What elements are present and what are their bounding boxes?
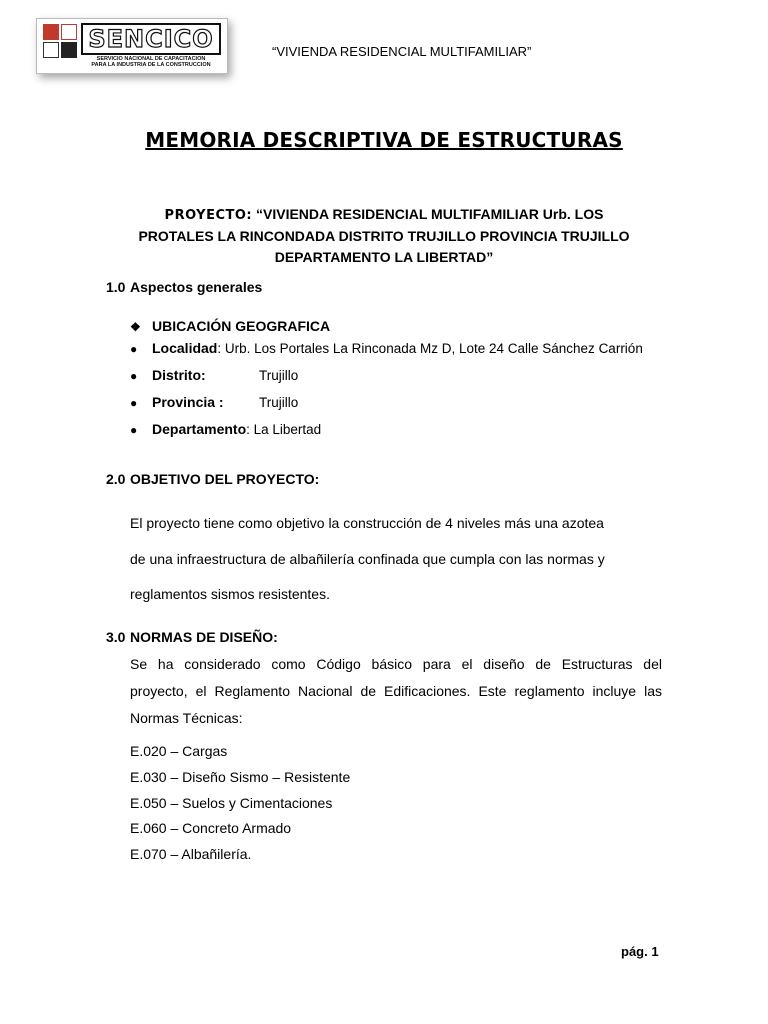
list-item: ● Localidad : Urb. Los Portales La Rinconada Mz D, Lote 24 Calle Sánchez Carrión xyxy=(130,340,643,356)
diamond-bullet-icon: ❖ xyxy=(130,320,141,334)
norm-item: E.020 – Cargas xyxy=(130,743,228,759)
section-2-heading: 2.0 OBJETIVO DEL PROYECTO: xyxy=(106,471,320,487)
list-item: ● Departamento : La Libertad xyxy=(130,421,322,437)
norms-paragraph-line-3: Normas Técnicas: xyxy=(130,710,243,726)
objective-line-3: reglamentos sismos resistentes. xyxy=(130,586,330,602)
objective-line-1: El proyecto tiene como objetivo la construcción de 4 niveles más una azotea xyxy=(130,515,604,531)
project-label: PROYECTO: xyxy=(164,208,253,223)
objective-line-2: de una infraestructura de albañilería confinada que cumpla con las normas y xyxy=(130,551,605,567)
norm-item: E.050 – Suelos y Cimentaciones xyxy=(130,795,333,811)
bullet-icon: ● xyxy=(130,396,138,410)
norm-item: E.060 – Concreto Armado xyxy=(130,820,292,836)
logo-tiles-icon xyxy=(43,24,77,58)
norm-item: E.070 – Albañilería. xyxy=(130,846,252,862)
logo-tagline: SERVICIO NACIONAL DE CAPACITACION PARA LA INDUSTRIA DE LA CONSTRUCCION xyxy=(91,56,211,68)
bullet-icon: ● xyxy=(130,369,138,383)
section-3-heading: 3.0 NORMAS DE DISEÑO: xyxy=(106,629,278,645)
project-line-3: DEPARTAMENTO LA LIBERTAD” xyxy=(274,249,494,265)
norm-item: E.030 – Diseño Sismo – Resistente xyxy=(130,769,351,785)
location-subheading: ❖ UBICACIÓN GEOGRAFICA xyxy=(130,318,331,334)
bullet-icon: ● xyxy=(130,342,138,356)
sencico-logo xyxy=(36,18,228,74)
bullet-icon: ● xyxy=(130,423,138,437)
document-title: MEMORIA DESCRIPTIVA DE ESTRUCTURAS xyxy=(145,128,623,152)
page-number: pág. 1 xyxy=(621,944,659,959)
norms-paragraph-line-2: proyecto, el Reglamento Nacional de Edificaciones. Este reglamento incluye las xyxy=(130,683,662,699)
list-item: ● Distrito: Trujillo xyxy=(130,367,299,383)
list-item: ● Provincia : Trujillo xyxy=(130,394,299,410)
project-line-1: “VIVIENDA RESIDENCIAL MULTIFAMILIAR Urb. LOS xyxy=(256,206,604,222)
project-line-2: PROTALES LA RINCONDADA DISTRITO TRUJILLO PROVINCIA TRUJILLO xyxy=(138,228,630,244)
norms-paragraph-line-1: Se ha considerado como Código básico para el diseño de Estructuras del xyxy=(130,656,662,672)
header-title: “VIVIENDA RESIDENCIAL MULTIFAMILIAR” xyxy=(272,44,532,59)
logo-brand: SENCICO xyxy=(81,23,221,55)
project-description xyxy=(110,204,658,268)
section-1-heading: 1.0 Aspectos generales xyxy=(106,279,263,295)
